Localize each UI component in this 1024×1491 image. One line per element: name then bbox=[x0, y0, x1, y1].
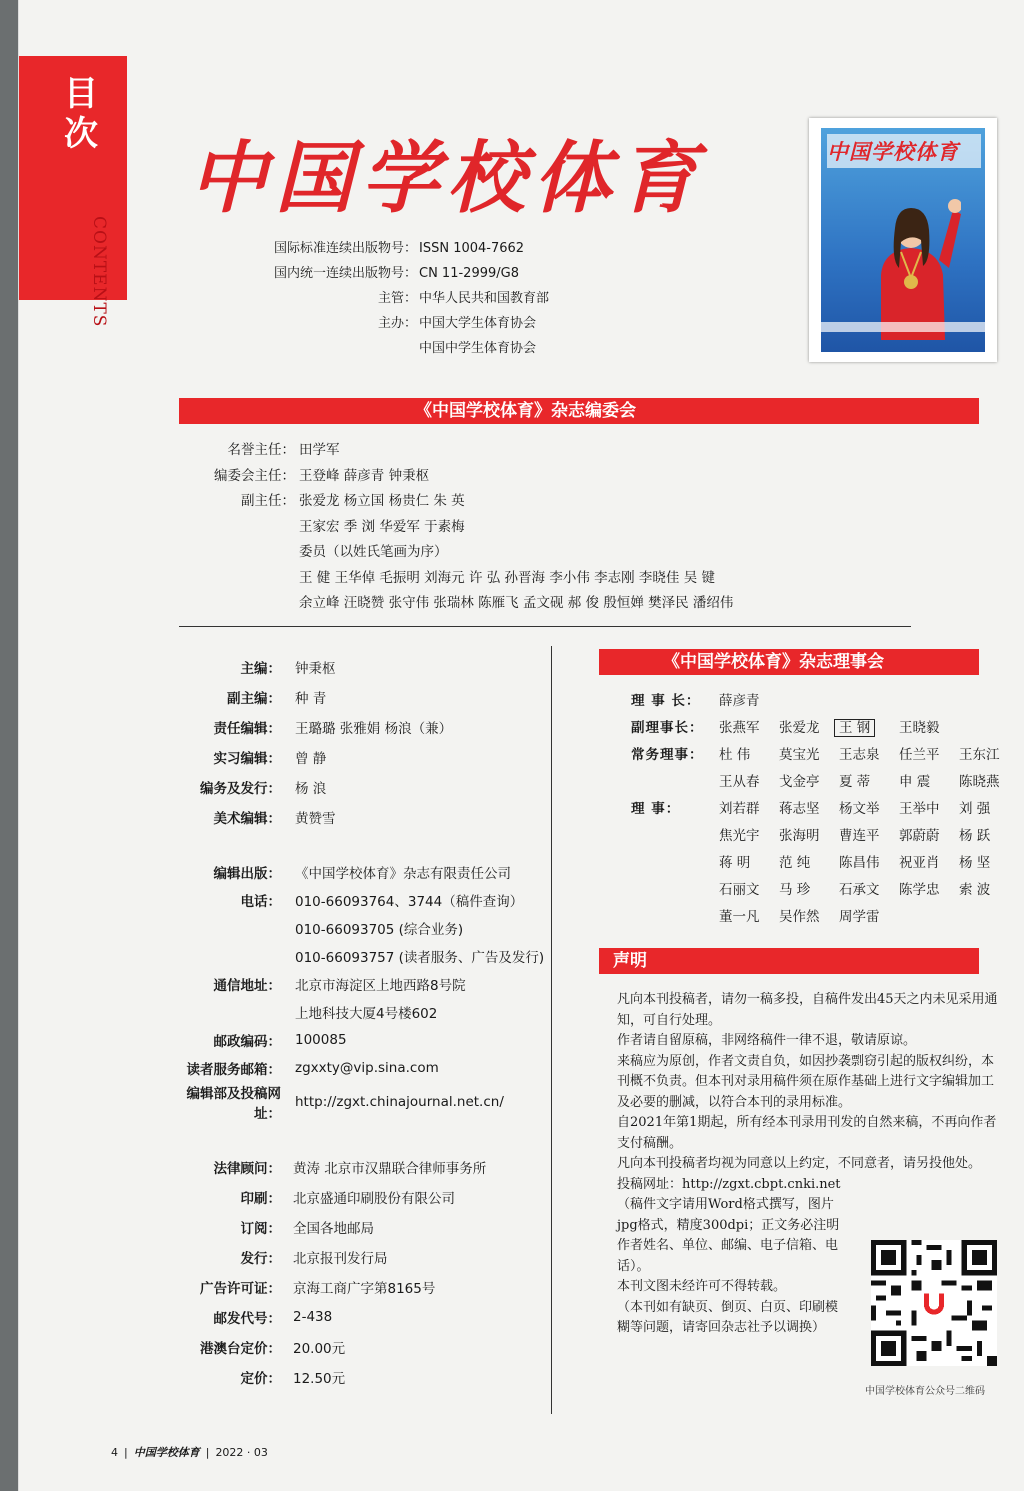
legal-value: 京海工商广字第8165号 bbox=[293, 1281, 436, 1297]
staff-label: 副主编： bbox=[227, 691, 281, 707]
board-label bbox=[207, 540, 295, 566]
legal-label: 发行： bbox=[240, 1251, 281, 1267]
board-label: 名誉主任： bbox=[227, 442, 295, 458]
footer-separator: | bbox=[124, 1445, 128, 1459]
staff-row bbox=[189, 772, 452, 802]
qr-code-icon[interactable] bbox=[871, 1234, 997, 1372]
info-label: 国内统一连续出版物号： bbox=[273, 266, 417, 281]
board-label bbox=[207, 591, 295, 617]
council-name: 张爱龙 bbox=[779, 719, 820, 736]
contact-row bbox=[169, 998, 544, 1026]
council-row bbox=[631, 712, 1019, 739]
legal-value: 20.00元 bbox=[293, 1341, 346, 1357]
legal-row bbox=[169, 1182, 486, 1212]
cover-image bbox=[821, 128, 985, 352]
board-label: 副主任： bbox=[241, 493, 295, 509]
board-value: 王登峰 薛彦青 钟秉枢 bbox=[299, 467, 430, 484]
staff-value: 种 青 bbox=[295, 691, 327, 707]
staff-label: 美术编辑： bbox=[213, 811, 281, 827]
board-row bbox=[207, 540, 733, 566]
staff-value: 曾 静 bbox=[295, 751, 327, 767]
council-name: 蒋志坚 bbox=[779, 800, 820, 817]
contents-cn-label bbox=[64, 74, 104, 154]
board-value: 张爱龙 杨立国 杨贵仁 朱 英 bbox=[299, 493, 465, 509]
staff-label: 责任编辑： bbox=[213, 721, 281, 737]
legal-value: 黄涛 北京市汉鼎联合律师事务所 bbox=[293, 1161, 487, 1177]
legal-label: 广告许可证： bbox=[200, 1281, 281, 1297]
board-row bbox=[207, 489, 733, 515]
council-name: 杨 跃 bbox=[959, 827, 991, 844]
legal-row bbox=[169, 1362, 486, 1392]
council-name: 祝亚肖 bbox=[899, 854, 940, 871]
board-label bbox=[207, 566, 295, 592]
contact-value: 010-66093705 (综合业务) bbox=[295, 922, 464, 938]
council-name: 石承文 bbox=[839, 881, 880, 898]
council-name: 周学雷 bbox=[839, 908, 880, 925]
staff-row bbox=[189, 802, 452, 832]
board-value: 田学军 bbox=[299, 442, 340, 458]
contact-row bbox=[169, 858, 544, 886]
council-name: 莫宝光 bbox=[779, 746, 820, 763]
board-value: 王 健 王华倬 毛振明 刘海元 许 弘 孙晋海 李小伟 李志刚 李晓佳 吴 键 bbox=[299, 569, 715, 586]
cover-thumbnail bbox=[809, 118, 997, 362]
section-divider bbox=[179, 626, 911, 627]
legal-value: 北京盛通印刷股份有限公司 bbox=[293, 1191, 455, 1207]
council-name: 吴作然 bbox=[779, 908, 820, 925]
council-name: 郭蔚蔚 bbox=[899, 827, 940, 844]
council-row bbox=[631, 901, 1019, 928]
council-name: 王举中 bbox=[899, 800, 940, 817]
info-value: 中国中学生体育协会 bbox=[419, 341, 537, 356]
staff-row bbox=[189, 742, 452, 772]
contact-row bbox=[169, 886, 544, 914]
contents-side-tab bbox=[19, 56, 127, 328]
contact-row bbox=[169, 1026, 544, 1054]
board-row bbox=[207, 438, 733, 464]
qr-caption: 中国学校体育公众号二维码 bbox=[865, 1386, 985, 1397]
staff-row bbox=[189, 682, 452, 712]
contact-label: 读者服务邮箱： bbox=[186, 1062, 281, 1078]
contact-row bbox=[169, 1082, 544, 1122]
publication-info bbox=[249, 236, 549, 361]
board-row bbox=[207, 515, 733, 541]
legal-label: 港澳台定价： bbox=[200, 1341, 281, 1357]
info-row-supervisor bbox=[249, 286, 549, 311]
council-name: 薛彦青 bbox=[719, 692, 760, 709]
footer-separator: | bbox=[205, 1445, 210, 1459]
contact-row bbox=[169, 970, 544, 998]
council-name: 王东江 bbox=[959, 746, 1000, 763]
contact-label: 编辑出版： bbox=[213, 866, 281, 882]
editorial-board-list bbox=[207, 438, 733, 617]
statement-paragraph: 本刊文图未经许可不得转载。 bbox=[617, 1279, 787, 1294]
council-banner bbox=[599, 649, 979, 675]
info-row-sponsor bbox=[249, 311, 549, 336]
contact-value: 010-66093764、3744（稿件查询） bbox=[295, 894, 524, 910]
info-label bbox=[249, 336, 417, 361]
legal-value: 2-438 bbox=[293, 1309, 333, 1325]
legal-value: 12.50元 bbox=[293, 1371, 346, 1387]
council-name: 蒋 明 bbox=[719, 854, 751, 871]
council-name-highlighted: 王 钢 bbox=[834, 719, 875, 737]
council-name: 索 波 bbox=[959, 881, 991, 898]
board-row bbox=[207, 464, 733, 490]
contact-row bbox=[169, 942, 544, 970]
info-label: 主管： bbox=[377, 291, 417, 306]
editorial-board-title: 《中国学校体育》杂志编委会 bbox=[415, 401, 636, 421]
contact-value: 《中国学校体育》杂志有限责任公司 bbox=[295, 866, 511, 882]
legal-label: 印刷： bbox=[240, 1191, 281, 1207]
board-value: 余立峰 汪晓赞 张守伟 张瑞林 陈雁飞 孟文砚 郝 俊 殷恒婵 樊泽民 潘绍伟 bbox=[299, 595, 734, 611]
info-value: CN 11-2999/G8 bbox=[419, 266, 519, 281]
council-name: 王晓毅 bbox=[899, 719, 940, 736]
contact-label: 编辑部及投稿网址： bbox=[186, 1086, 281, 1122]
contents-en-label: CONTENTS bbox=[89, 216, 109, 328]
contents-cn-char-2: 次 bbox=[64, 114, 98, 154]
info-value: 中华人民共和国教育部 bbox=[419, 291, 550, 306]
info-row-cn bbox=[249, 261, 549, 286]
info-value: 中国大学生体育协会 bbox=[419, 316, 537, 331]
statement-paragraph: 自2021年第1期起，所有经本刊录用刊发的自然来稿，不再向作者支付稿酬。 bbox=[617, 1115, 997, 1151]
contact-row bbox=[169, 1054, 544, 1082]
legal-info bbox=[169, 1152, 486, 1392]
council-title: 《中国学校体育》杂志理事会 bbox=[663, 652, 884, 672]
council-name: 张燕军 bbox=[719, 719, 760, 736]
board-label: 编委会主任： bbox=[214, 467, 295, 484]
editorial-staff bbox=[189, 652, 452, 832]
council-row bbox=[631, 874, 1019, 901]
staff-row bbox=[189, 712, 452, 742]
council-name: 范 纯 bbox=[779, 854, 811, 871]
staff-label: 编务及发行： bbox=[200, 781, 281, 797]
council-row bbox=[631, 766, 1019, 793]
info-row-sponsor-2 bbox=[249, 336, 549, 361]
legal-value: 全国各地邮局 bbox=[293, 1221, 374, 1237]
reader-email[interactable]: zgxxty@vip.sina.com bbox=[295, 1060, 439, 1076]
council-name: 马 珍 bbox=[779, 881, 811, 898]
council-row bbox=[631, 685, 1019, 712]
council-name: 陈晓燕 bbox=[959, 773, 1000, 790]
board-label bbox=[207, 515, 295, 541]
legal-row bbox=[169, 1332, 486, 1362]
council-list bbox=[631, 685, 1019, 928]
page-footer bbox=[111, 1444, 268, 1460]
contact-info bbox=[169, 858, 544, 1122]
council-name: 杜 伟 bbox=[719, 746, 751, 763]
board-row bbox=[207, 566, 733, 592]
contact-value: 010-66093757 (读者服务、广告及发行) bbox=[295, 950, 545, 966]
council-name: 杨 坚 bbox=[959, 854, 991, 871]
page-number: 4 bbox=[111, 1445, 118, 1459]
statement-paragraph: 作者请自留原稿，非网络稿件一律不退，敬请原谅。 bbox=[617, 1033, 917, 1048]
info-label: 国际标准连续出版物号： bbox=[273, 241, 417, 256]
legal-value: 北京报刊发行局 bbox=[293, 1251, 388, 1267]
info-label: 主办： bbox=[377, 316, 417, 331]
council-name: 申 震 bbox=[899, 773, 931, 790]
legal-row bbox=[169, 1242, 486, 1272]
council-name: 石丽文 bbox=[719, 881, 760, 898]
masthead-title: 中国学校体育 bbox=[189, 133, 706, 224]
staff-label: 主编： bbox=[240, 661, 281, 677]
info-row-issn bbox=[249, 236, 549, 261]
athlete-illustration bbox=[861, 190, 961, 340]
issue-number: 2022 · 03 bbox=[215, 1445, 268, 1459]
contact-value: 100085 bbox=[295, 1032, 347, 1048]
contact-label: 通信地址： bbox=[213, 978, 281, 994]
contents-cn-char-1: 目 bbox=[64, 74, 98, 114]
legal-row bbox=[169, 1152, 486, 1182]
cover-title: 中国学校体育 bbox=[827, 134, 981, 168]
legal-row bbox=[169, 1302, 486, 1332]
staff-value: 黄赞雪 bbox=[295, 811, 336, 827]
legal-row bbox=[169, 1212, 486, 1242]
statement-paragraph: 来稿应为原创，作者文责自负，如因抄袭剽窃引起的版权纠纷，本刊概不负责。但本刊对录用稿件须在原作基础上进行文字编辑加工及必要的删减，以符合本刊的录用标准。 bbox=[617, 1053, 995, 1110]
staff-row bbox=[189, 652, 452, 682]
statement-paragraph: （本刊如有缺页、倒页、白页、印刷模糊等问题，请寄回杂志社予以调换） bbox=[617, 1299, 839, 1335]
contact-value: 北京市海淀区上地西路8号院 bbox=[295, 978, 466, 994]
council-name: 董一凡 bbox=[719, 908, 760, 925]
council-row bbox=[631, 847, 1019, 874]
council-label: 理 事 长： bbox=[631, 692, 701, 709]
magazine-page bbox=[18, 0, 1024, 1491]
council-name: 任兰平 bbox=[899, 746, 940, 763]
council-name: 杨文举 bbox=[839, 800, 880, 817]
submission-url[interactable]: http://zgxt.chinajournal.net.cn/ bbox=[295, 1094, 504, 1110]
legal-row bbox=[169, 1272, 486, 1302]
editorial-board-banner bbox=[179, 398, 979, 424]
council-name: 曹连平 bbox=[839, 827, 880, 844]
board-value: 王家宏 季 浏 华爱军 于素梅 bbox=[299, 518, 465, 535]
council-row bbox=[631, 739, 1019, 766]
council-name: 陈昌伟 bbox=[839, 854, 880, 871]
statement-paragraph: 凡向本刊投稿者，请勿一稿多投，自稿件发出45天之内未见采用通知，可自行处理。 bbox=[617, 992, 998, 1028]
council-row bbox=[631, 820, 1019, 847]
council-name: 王志泉 bbox=[839, 746, 880, 763]
contact-label: 电话： bbox=[240, 894, 281, 910]
staff-value: 钟秉枢 bbox=[295, 661, 336, 677]
council-name: 王从春 bbox=[719, 773, 760, 790]
council-name: 戈金亭 bbox=[779, 773, 820, 790]
council-name: 焦光宇 bbox=[719, 827, 760, 844]
staff-value: 王璐璐 张雅娟 杨浪（兼） bbox=[295, 721, 453, 737]
council-label: 常务理事： bbox=[631, 746, 704, 763]
board-row bbox=[207, 591, 733, 617]
council-name: 夏 蒂 bbox=[839, 773, 871, 790]
council-label: 理 事： bbox=[631, 800, 681, 817]
staff-value: 杨 浪 bbox=[295, 781, 327, 797]
info-value: ISSN 1004-7662 bbox=[419, 241, 525, 256]
statement-banner bbox=[599, 948, 979, 974]
statement-paragraph: 凡向本刊投稿者均视为同意以上约定，不同意者，请另投他处。 bbox=[617, 1156, 982, 1171]
statement-title: 声明 bbox=[613, 951, 647, 971]
contact-value: 上地科技大厦4号楼602 bbox=[295, 1006, 438, 1022]
contact-label: 邮政编码： bbox=[213, 1034, 281, 1050]
council-name: 刘 强 bbox=[959, 800, 991, 817]
legal-label: 法律顾问： bbox=[213, 1161, 281, 1177]
council-name: 陈学忠 bbox=[899, 881, 940, 898]
legal-label: 订阅： bbox=[240, 1221, 281, 1237]
statement-submission-paragraph: 投稿网址：http://zgxt.cbpt.cnki.net（稿件文字请用Word格式撰写，图片jpg格式，精度300dpi；正文务必注明作者姓名、单位、邮编、电子信箱、电话）。 bbox=[617, 1176, 841, 1274]
footer-logo: 中国学校体育 bbox=[133, 1446, 200, 1459]
cover-band bbox=[821, 322, 985, 332]
contact-row bbox=[169, 914, 544, 942]
council-label: 副理事长： bbox=[631, 719, 704, 736]
legal-label: 定价： bbox=[240, 1371, 281, 1387]
council-name: 刘若群 bbox=[719, 800, 760, 817]
board-value: 委员（以姓氏笔画为序） bbox=[299, 544, 448, 560]
column-divider bbox=[551, 646, 552, 1414]
staff-label: 实习编辑： bbox=[213, 751, 281, 767]
council-row bbox=[631, 793, 1019, 820]
council-name: 张海明 bbox=[779, 827, 820, 844]
legal-label: 邮发代号： bbox=[213, 1311, 281, 1327]
